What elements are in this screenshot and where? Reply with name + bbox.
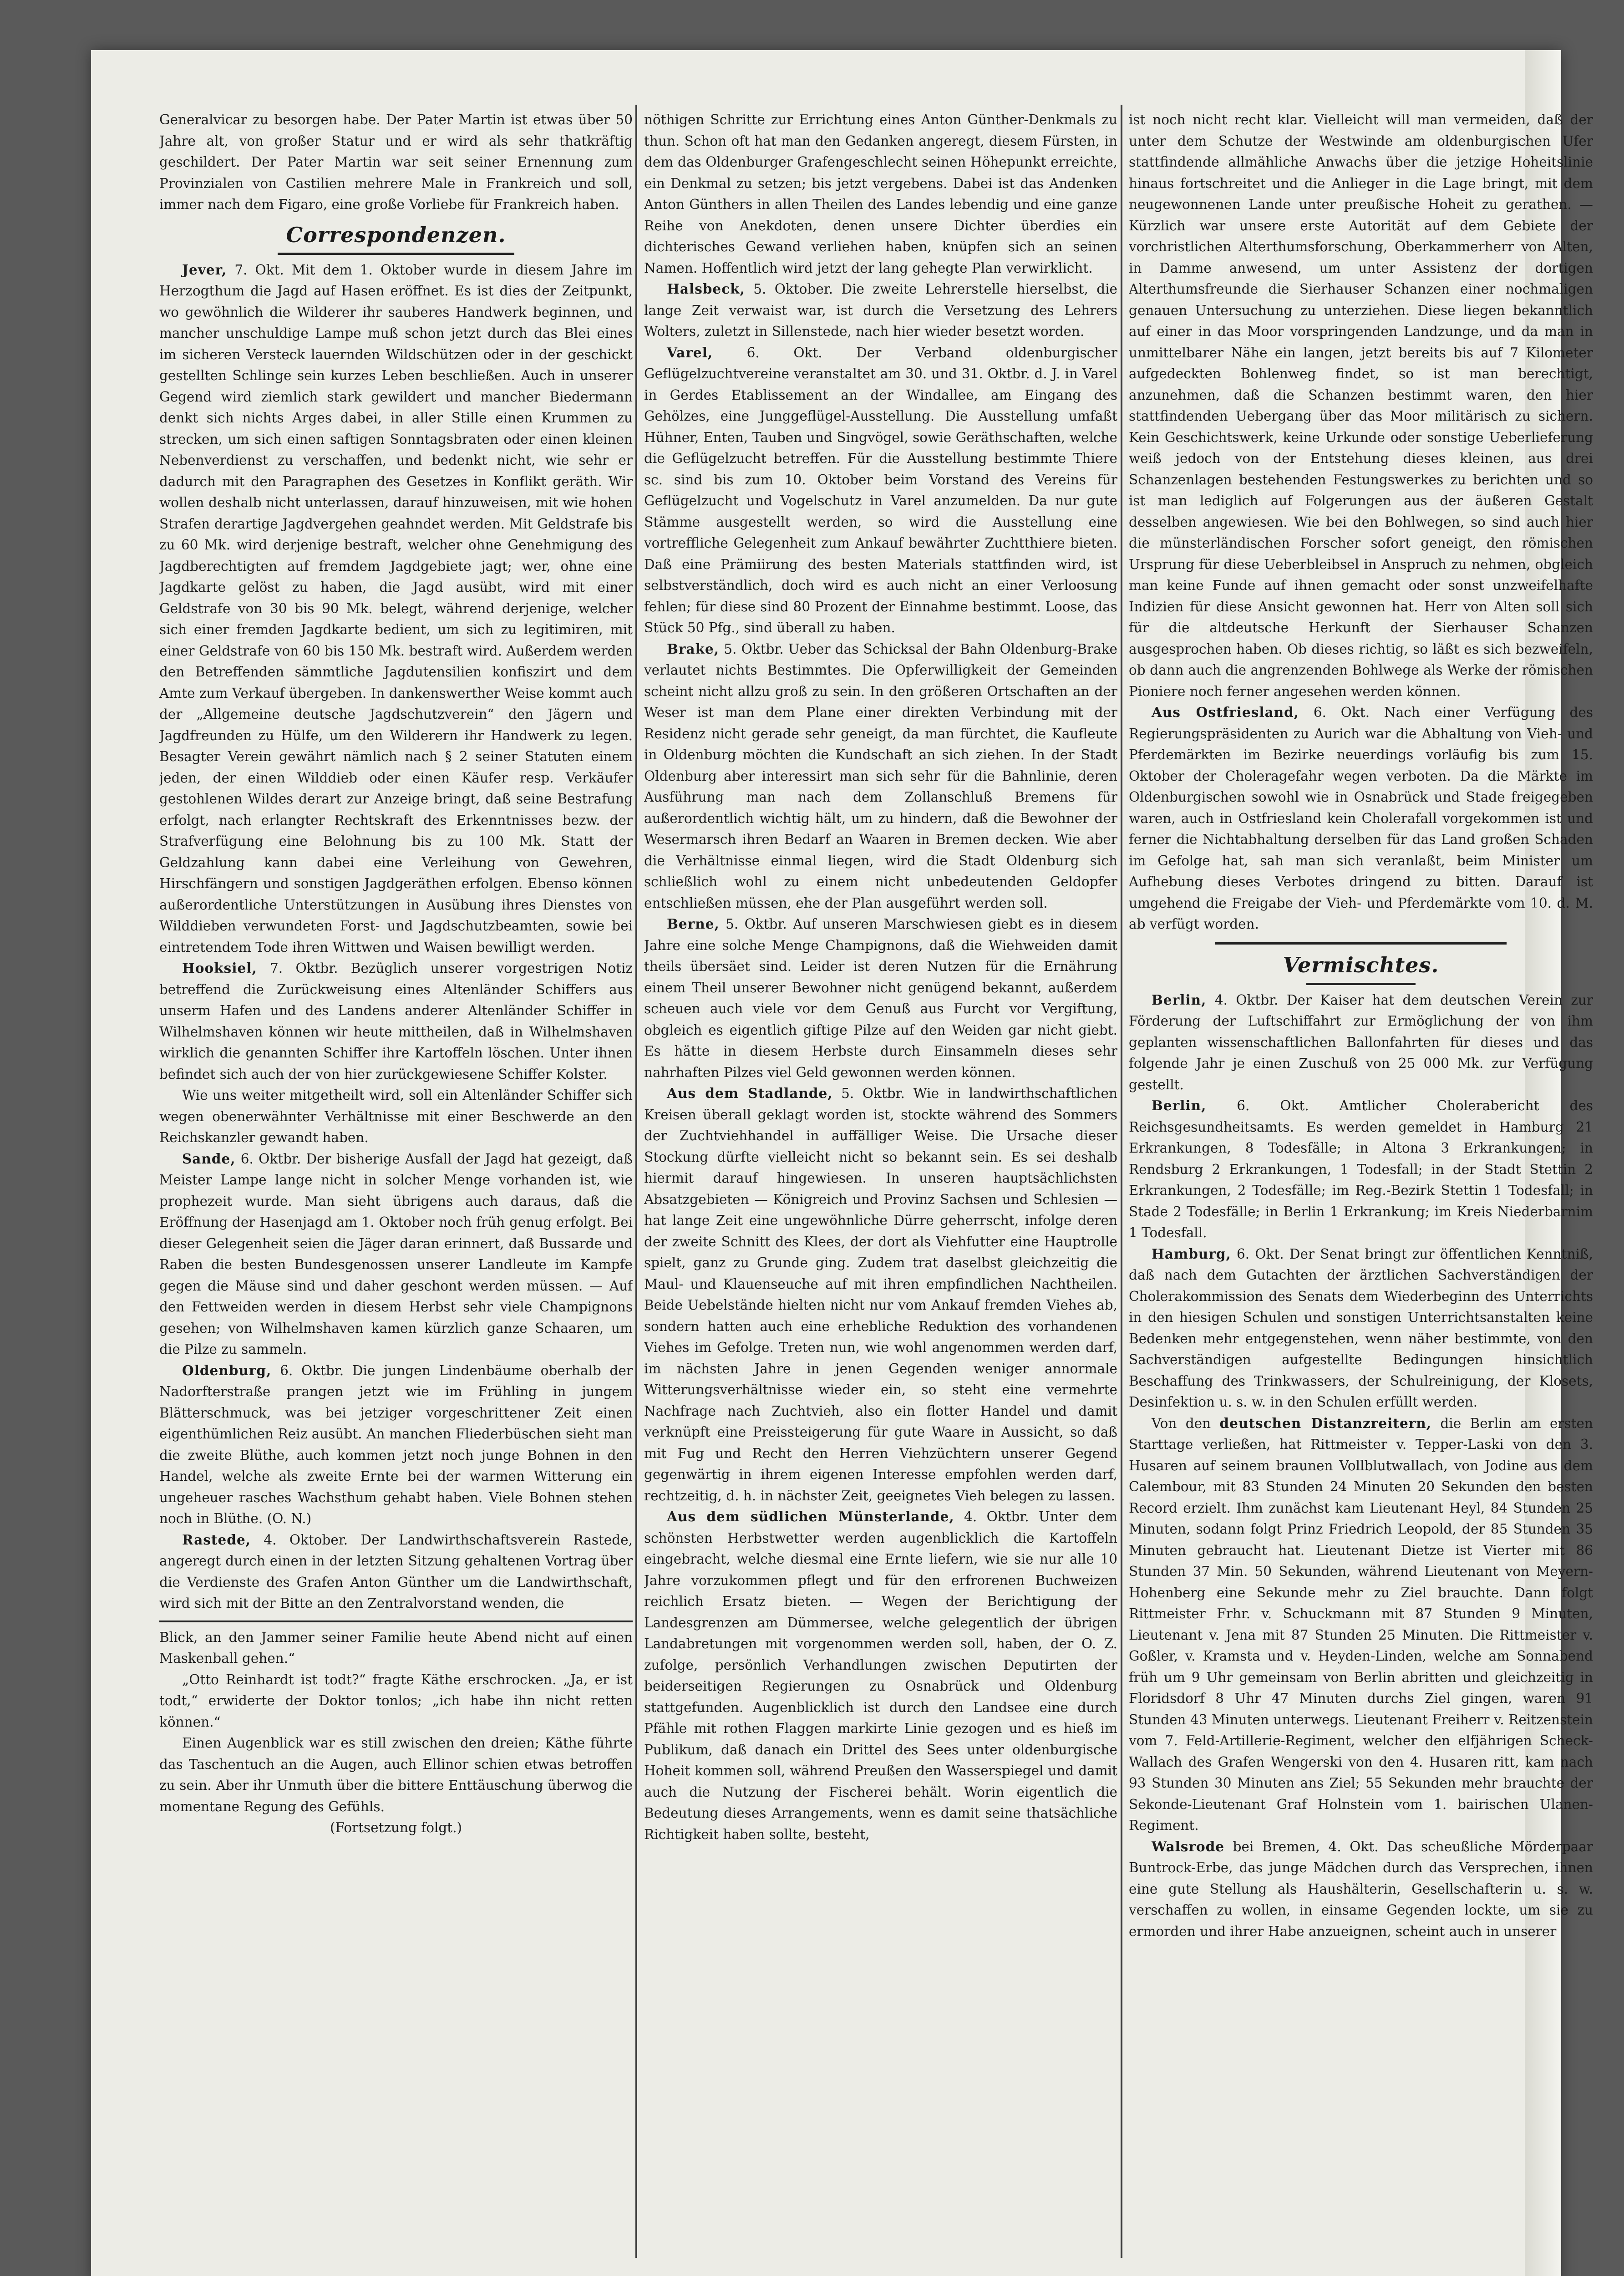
article-jever-text: 7. Okt. Mit dem 1. Oktober wurde in diesem Jahre im Herzogthum die Jagd auf Hasen eröffnet. Es ist dies der Zeitpunkt, wo gewöhnlich die Wilderer ihr sauberes Handwerk beginnen, und mancher unschuldige Lampe muß schon jetzt durch das Blei eines im sicheren Versteck lauernden Wildschützen oder in der geschickt gestellten Schlinge sein kurzes Leben beschließen. Auch in unserer Gegend wird ziemlich stark gewildert und mancher Biedermann denkt sich nichts Arges dabei, in aller Stille einen Krummen zu strecken, um sich einen saftigen Sonntagsbraten oder einen kleinen Nebenverdienst zu verschaffen, und bedenkt nicht, wie sehr er dadurch mit den Paragraphen des Gesetzes in Konflikt geräth. Wir wollen deshalb nicht unterlassen, darauf hinzuweisen, mit wie hohen Strafen derartige Jagdvergehen geahndet werden. Mit Geldstrafe bis zu 60 Mk. wird derjenige bestraft, welcher ohne Genehmigung des Jagdberechtigten auf fremdem Jagdgebiete jagt; wer, ohne eine Jagdkarte gelöst zu haben, die Jagd ausübt, wird mit einer Geldstrafe von 30 bis 90 Mk. belegt, während derjenige, welcher sich einer fremden Jagdkarte bedient, um sich zu legitimiren, mit einer Geldstrafe von 60 bis 150 Mk. bestraft wird. Außerdem werden den Betreffenden sämmtliche Jagdutensilien konfiszirt und dem Amte zum Verkauf übergeben. In dankenswerther Weise kommt auch der „Allgemeine deutsche Jagdschutzverein“ den Jägern und Jagdfreunden zu Hülfe, um den Wilderern ihr Handwerk zu legen. Besagter Verein gewährt nämlich nach § 2 seiner Statuten einem jeden, der einen Wilddieb oder einen Käufer resp. Verkäufer gestohlenen Wildes derart zur Anzeige bringt, daß seine Bestrafung erfolgt, nach erlangter Rechtskraft des Erkenntnisses bezw. der Strafverfügung eine Belohnung bis zu 100 Mk. Statt der Geldzahlung kann dabei eine Verleihung von Gewehren, Hirschfängern und sonstigen Jagdgeräthen erfolgen. Ebenso können außerordentliche Unterstützungen in Ausübung ihres Dienstes von Wilddieben verwundeten Forst- und Jagdschutzbeamten, sowie bei eintretendem Tode ihren Wittwen und Waisen bewilligt werden. (159, 262, 633, 955)
article-stadlande-text: 5. Oktbr. Wie in landwirthschaftlichen Kreisen überall geklagt worden ist, stockte während des Sommers der Zuchtviehhandel in auffälliger Weise. Die Ursache dieser Stockung dürfte vielleicht nicht so bekannt sein. Es sei deshalb hiermit darauf hingewiesen. In unseren hauptsächlichsten Absatzgebieten — Königreich und Provinz Sachsen und Schlesien — hat lange Zeit eine ungewöhnliche Dürre geherrscht, infolge deren der zweite Schnitt des Klees, der dort als Viehfutter eine Hauptrolle spielt, ganz zu Grunde ging. Zudem trat daselbst gleichzeitig die Maul- und Klauenseuche auf mit ihren empfindlichen Nachtheilen. Beide Uebelstände hielten nicht nur vom Ankauf fremden Viehes ab, sondern hatten auch eine erhebliche Reduktion des vorhandenen Viehes im Gefolge. Treten nun, wie wohl angenommen werden darf, im nächsten Jahre in jenen Gegenden weniger annormale Witterungsverhältnisse wieder ein, so steht eine vermehrte Nachfrage nach Zuchtvieh, also ein flotter Handel und damit verknüpft eine Preissteigerung für gute Waare in Aussicht, so daß mit Fug und Recht den Herren Viehzüchtern unserer Gegend gegenwärtig in ihrem eigenen Interesse empfohlen werden darf, rechtzeitig, d. h. in nächster Zeit, geeignetes Vieh belegen zu lassen. (644, 1086, 1117, 1504)
place-halsbeck: Halsbeck, (667, 281, 745, 297)
article-walsrode (1129, 1836, 1593, 1942)
feuilleton-divider (159, 1621, 633, 1622)
distanz-lead: Von den (1152, 1415, 1211, 1431)
place-distanzreiter: deutschen Distanzreitern, (1219, 1415, 1431, 1431)
article-distanzreiter (1129, 1413, 1593, 1836)
col1-intro: Generalvicar zu besorgen habe. Der Pater Martin ist etwas über 50 Jahre alt, von großer Statur und er wird als sehr thatkräftig geschildert. Der Pater Martin war seit seiner Ernennung zum Provinzialen von Castilien mehrere Male in Frankreich und soll, immer nach dem Figaro, eine große Vorliebe für Frankreich haben. (159, 112, 633, 212)
article-hooksiel (159, 958, 633, 1085)
place-jever: Jever, (182, 261, 227, 278)
article-berlin-2 (1129, 1095, 1593, 1244)
article-berne-text: 5. Oktbr. Auf unseren Marschwiesen giebt es in diesem Jahre eine solche Menge Champignons, daß die Wiehweiden damit theils übersäet sind. Leider ist deren Nutzen für die Ernährung einem Theil unserer Bewohner nicht genügend bekannt, außerdem scheuen auch viele vor dem Genuß aus Furcht vor Vergiftung, obgleich es eigentlich giftige Pilze auf den Weiden gar nicht giebt. Es hätte in diesem Herbste durch Einsammeln dieses sehr nahrhaften Pilzes viel Geld gewonnen werden können. (644, 916, 1117, 1080)
article-halsbeck (644, 279, 1117, 342)
article-berlin-2-text: 6. Okt. Amtlicher Cholerabericht des Reichsgesundheitsamts. Es werden gemeldet in Hamburg 21 Erkrankungen, 8 Todesfälle; in Altona 3 Erkrankungen; in Rendsburg 2 Erkrankungen, 1 Todesfall; in der Stadt Stettin 2 Erkrankungen, 2 Todesfälle; im Reg.-Bezirk Stettin 1 Todesfall; in Stade 2 Todesfälle; in Berlin 1 Erkrankung; im Kreis Niederbarnim 1 Todesfall. (1129, 1098, 1593, 1240)
article-oldenburg-text: 6. Oktbr. Die jungen Lindenbäume oberhalb der Nadorfterstraße prangen jetzt wie im Frühling in jungem Blätterschmuck, was bei jetziger vorgeschrittener Zeit einen eigenthümlichen Reiz ausübt. An manchen Fliederbüschen sieht man die zweite Blüthe, auch kommen jetzt noch junge Bohnen in den Handel, welche als zweite Ernte bei der warmen Witterung ein ungeheuer rasches Wachsthum gehabt haben. Viele Bohnen stehen noch in Blüthe. (O. N.) (159, 1362, 633, 1526)
article-berlin-1 (1129, 990, 1593, 1096)
article-walsrode-text: bei Bremen, 4. Okt. Das scheußliche Mörderpaar Buntrock-Erbe, das junge Mädchen durch das Versprechen, ihnen eine gute Stellung als Haushälterin, Gesellschafterin u. s. w. verschaffen zu wollen, in einsame Gegenden lockte, um sie zu ermorden und ihrer Habe anzueignen, scheint auch in unserer (1129, 1839, 1593, 1939)
article-muensterlande (644, 1506, 1117, 1845)
column-rule-1 (635, 105, 637, 2258)
feuilleton-text-2: „Otto Reinhardt ist todt?“ fragte Käthe erschrocken. „Ja, er ist todt,“ erwiderte der Doktor tonlos; „ich habe ihn nicht retten können.“ (159, 1671, 633, 1730)
section-heading-vermischtes: Vermischtes. (1283, 952, 1439, 977)
article-brake (644, 639, 1117, 914)
place-sande: Sande, (182, 1150, 236, 1167)
article-hooksiel-2: Wie uns weiter mitgetheilt wird, soll ein Altenländer Schiffer sich wegen obenerwähnter Verhältnisse mit einer Beschwerde an den Reichskanzler gewandt haben. (159, 1087, 633, 1145)
article-brake-text: 5. Oktbr. Ueber das Schicksal der Bahn Oldenburg-Brake verlautet nichts Bestimmtes. Die Opferwilligkeit der Gemeinden scheint nicht allzu groß zu sein. In den größeren Ortschaften an der Weser ist man dem Plane einer direkten Verbindung mit der Residenz nicht gerade sehr geneigt, da man fürchtet, die Kaufleute in Oldenburg möchten die Kundschaft an sich ziehen. In der Stadt Oldenburg aber interessirt man sich sehr für die Bahnlinie, deren Ausführung man nach dem Zollanschluß Bremens für außerordentlich wichtig hält, um zu hindern, daß die Bewohner der Wesermarsch ihren Bedarf an Waaren in Bremen decken. Wie aber die Verhältnisse einmal liegen, wird die Stadt Oldenburg sich schließlich wohl zu einem nicht unbedeutenden Geldopfer entschließen müssen, ehe der Plan ausgeführt werden soll. (644, 641, 1117, 911)
article-ostfriesland (1129, 702, 1593, 935)
article-berne (644, 914, 1117, 1083)
place-berlin-2: Berlin, (1152, 1097, 1207, 1113)
section-heading-correspondenzen: Correspondenzen. (286, 222, 506, 247)
article-sande-text: 6. Oktbr. Der bisherige Ausfall der Jagd hat gezeigt, daß Meister Lampe lange nicht in solcher Menge vorhanden ist, wie prophezeit wurde. Man sieht übrigens auch daraus, daß die Eröffnung der Hasenjagd am 1. Oktober noch früh genug erfolgt. Bei dieser Gelegenheit seien die Jäger daran erinnert, daß Bussarde und Raben die besten Bundesgenossen unserer Landleute im Kampfe gegen die Mäuse sind und daher geschont werden müssen. — Auf den Fettweiden werden in diesem Herbst sehr viele Champignons gesehen; von Wilhelmshaven kamen kürzlich ganze Schaaren, um die Pilze zu sammeln. (159, 1151, 633, 1357)
column-2 (644, 109, 1117, 2258)
continuation-note: (Fortsetzung folgt.) (330, 1820, 462, 1835)
article-muensterlande-text: 4. Oktbr. Unter dem schönsten Herbstwetter werden augenblicklich die Kartoffeln eingebracht, welche diesmal eine Ernte liefern, wie sie nur alle 10 Jahre vorzukommen pflegt und für den erfrorenen Buchweizen reichlich Ersatz bieten. — Wegen der Berichtigung der Landesgrenzen am Dümmersee, welche gelegentlich der übrigen Landabretungen mit vorgenommen werden soll, haben, der O. Z. zufolge, persönlich Verhandlungen zwischen Deputirten der beiderseitigen Regierungen zu Osnabrück und Oldenburg stattgefunden. Augenblicklich ist durch den Landsee eine durch Pfähle mit rothen Flaggen markirte Linie gezogen und es hieß im Publikum, daß danach ein Drittel des Sees unter oldenburgische Hoheit kommen soll, während Preußen den Wasserspiegel und damit auch die Nutzung der Fischerei behält. Worin eigentlich die Bedeutung dieses Arrangements, wenn es damit seine thatsächliche Richtigkeit haben sollte, besteht, (644, 1509, 1117, 1842)
feuilleton-text-3: Einen Augenblick war es still zwischen den dreien; Käthe führte das Taschentuch an die Augen, auch Ellinor schien etwas betroffen zu sein. Aber ihr Unmuth über die bittere Enttäuschung überwog die momentane Regung des Gefühls. (159, 1735, 633, 1814)
article-varel-text: 6. Okt. Der Verband oldenburgischer Geflügelzuchtvereine veranstaltet am 30. und 31. Oktbr. d. J. in Varel in Gerdes Etablissement an der Windallee, am Eingang des Gehölzes, eine Junggeflügel-Ausstellung. Die Ausstellung umfaßt Hühner, Enten, Tauben und Singvögel, sowie Geräthschaften, welche die Geflügelzucht betreffen. Für die Ausstellung bestimmte Thiere sc. sind bis zum 10. Oktober beim Vorstand des Vereins für Geflügelzucht und Vogelschutz in Varel anzumelden. Da nur gute Stämme ausgestellt werden, so wird die Ausstellung eine vortreffliche Gelegenheit zum Ankauf bewährter Zuchtthiere bieten. Daß eine Prämiirung des besten Materials stattfinden wird, ist selbstverständlich, doch wird es auch nicht an einer Verloosung fehlen; für diese sind 80 Prozent der Einnahme bestimmt. Loose, das Stück 50 Pfg., sind überall zu haben. (644, 345, 1117, 635)
place-ostfriesland: Aus Ostfriesland, (1152, 704, 1299, 720)
place-varel: Varel, (667, 344, 713, 361)
article-oldenburg (159, 1360, 633, 1529)
place-berne: Berne, (667, 916, 720, 932)
column-rule-2 (1121, 105, 1122, 2258)
article-stadlande (644, 1083, 1117, 1506)
place-oldenburg: Oldenburg, (182, 1362, 272, 1378)
article-halsbeck-text: 5. Oktober. Die zweite Lehrerstelle hierselbst, die lange Zeit verwaist war, ist durch die Versetzung des Lehrers Wolters, zuletzt in Sillenstede, nach hier wieder besetzt worden. (644, 281, 1117, 339)
column-3 (1129, 109, 1593, 2258)
col3-intro: ist noch nicht recht klar. Vielleicht will man vermeiden, daß der unter dem Schutze der Westwinde am oldenburgischen Ufer stattfindende allmähliche Anwachs über die jetzige Hoheitslinie hinaus fortschreitet und die Anlieger in die Lage bringt, mit dem neugewonnenen Lande unter preußische Hoheit zu gerathen. — Kürzlich war unsere erste Autorität auf dem Gebiete der vorchristlichen Alterthumsforschung, Oberkammerherr von Alten, in Damme anwesend, um unter Assistenz der dortigen Alterthumsfreunde die Sierhauser Schanzen einer nochmaligen genauen Untersuchung zu unterziehen. Diese liegen bekanntlich auf einer in das Moor vorspringenden Landzunge, und da man in unmittelbarer Nähe ein langen, jetzt bereits bis auf 7 Kilometer aufgedeckten Bohlenweg findet, so ist man berechtigt, anzunehmen, daß die Schanzen bestimmt waren, den hier stattfindenden Uebergang über das Moor militärisch zu sichern. Kein Geschichtswerk, keine Urkunde oder sonstige Ueberlieferung weiß jedoch von der Entstehung dieses kleinen, aus drei Schanzenlagen bestehenden Festungswerkes zu berichten und so ist man lediglich auf Folgerungen aus der äußeren Gestalt desselben angewiesen. Wie bei den Bohlwegen, so sind auch hier die münsterländischen Forscher sofort geneigt, den römischen Ursprung für diese Ueberbleibsel in Anspruch zu nehmen, obgleich man keine Funde auf ihnen gemacht oder sonst unzweifelhafte Indizien für diese Ansicht gewonnen hat. Herr von Alten soll sich für die altdeutsche Herkunft der Sierhauser Schanzen ausgesprochen haben. Ob dieses richtig, so läßt es sich bezweifeln, ob dann auch die angrenzenden Bohlwege als Werke der römischen Pioniere noch ferner angesehen werden können. (1129, 112, 1593, 699)
place-brake: Brake, (667, 640, 720, 657)
place-hooksiel: Hooksiel, (182, 960, 257, 976)
article-varel (644, 342, 1117, 639)
article-berlin-1-text: 4. Oktbr. Der Kaiser hat dem deutschen Verein zur Förderung der Luftschiffahrt zur Ermöglichung der von ihm geplanten wissenschaftlichen Ballonfahrten für dieses und das folgende Jahr je einen Zuschuß von 25 000 Mk. zur Verfügung gestellt. (1129, 992, 1593, 1092)
column-1 (159, 109, 633, 2258)
place-hamburg: Hamburg, (1152, 1245, 1231, 1262)
article-rastede-text: 4. Oktober. Der Landwirthschaftsverein Rastede, angeregt durch einen in der letzten Sitzung gehaltenen Vortrag über die Verdienste des Grafen Anton Günther um die Landwirthschaft, wird sich mit der Bitte an den Zentralvorstand wenden, die (159, 1532, 633, 1611)
article-distanzreiter-text: die Berlin am ersten Starttage verließen, hat Rittmeister v. Tepper-Laski von den 3. Husaren auf seinem braunen Vollblutwallach, von Jodine aus dem Calembour, mit 83 Stunden 24 Minuten 20 Sekunden den besten Record erzielt. Ihm zunächst kam Lieutenant Heyl, 84 Stunden 25 Minuten, sodann folgt Prinz Friedrich Leopold, der 85 Stunden 35 Minuten gebraucht hat. Lieutenant Dietze ist Vierter mit 86 Stunden 37 Min. 50 Sekunden, während Lieutenant von Meyern-Hohenberg eine Sekunde mehr zu Ziel brauchte. Dann folgt Rittmeister Frhr. v. Schuckmann mit 87 Stunden 9 Minuten, Lieutenant v. Jena mit 87 Stunden 25 Minuten. Die Rittmeister v. Goßler, v. Kramsta und v. Heyden-Linden, welche am Sonnabend früh um 9 Uhr gemeinsam von Berlin abritten und gleichzeitig in Floridsdorf 8 Uhr 47 Minuten durchs Ziel gingen, waren 91 Stunden 43 Minuten unterwegs. Lieutenant Freiherr v. Reitzenstein vom 7. Feld-Artillerie-Regiment, welcher den elfjährigen Scheck-Wallach des Grafen Wengerski von den 4. Husaren ritt, kam nach 93 Stunden 30 Minuten ans Ziel; 55 Sekunden mehr brauchte der Sekonde-Lieutenant Graf Holnstein vom 1. bairischen Ulanen-Regiment. (1129, 1415, 1593, 1833)
heading-rule (278, 253, 514, 255)
place-berlin-1: Berlin, (1152, 991, 1207, 1008)
place-walsrode: Walsrode (1152, 1838, 1225, 1854)
article-hamburg-text: 6. Okt. Der Senat bringt zur öffentlichen Kenntniß, daß nach dem Gutachten der ärztlichen Sachverständigen der Cholerakommission des Senats dem Wiederbeginn des Unterrichts in den hiesigen Schulen und sonstigen Unterrichtsanstalten keine Bedenken mehr entgegenstehen, wenn näher bestimmte, von den Sachverständigen aufgestellte Bedingungen hinsichtlich Beschaffung des Trinkwassers, der Schulreinigung, der Klosets, Desinfektion u. s. w. in den Schulen erfüllt werden. (1129, 1246, 1593, 1410)
feuilleton-text-1: Blick, an den Jammer seiner Familie heute Abend nicht auf einen Maskenball gehen.“ (159, 1629, 633, 1666)
newspaper-page (91, 50, 1593, 2276)
article-hooksiel-text: 7. Oktbr. Bezüglich unserer vorgestrigen Notiz betreffend die Zurückweisung eines Altenländer Schiffers aus unserm Hafen und des Landens anderer Altenländer Schiffer in Wilhelmshaven können wir heute mittheilen, daß in Wilhelmshaven wirklich die genannten Schiffer ihre Kartoffeln löschen. Unter ihnen befindet sich auch der von hier zurückgewiesene Schiffer Kolster. (159, 960, 633, 1082)
place-stadlande: Aus dem Stadlande, (667, 1085, 833, 1101)
article-rastede (159, 1529, 633, 1614)
place-rastede: Rastede, (182, 1531, 251, 1548)
article-jever (159, 259, 633, 958)
heading-rule-vermischtes (1306, 983, 1416, 985)
section-rule (1215, 942, 1507, 945)
article-hamburg (1129, 1244, 1593, 1413)
col2-intro: nöthigen Schritte zur Errichtung eines Anton Günther-Denkmals zu thun. Schon oft hat man den Gedanken angeregt, diesem Fürsten, in dem das Oldenburger Grafengeschlecht seinen Höhepunkt erreichte, ein Denkmal zu setzen; bis jetzt vergebens. Dabei ist das Andenken Anton Günthers in allen Theilen des Landes lebendig und eine ganze Reihe von Anekdoten, denen unsere Dichter überdies ein dichterisches Gewand verliehen haben, knüpfen sich an seinen Namen. Hoffentlich wird jetzt der lang gehegte Plan verwirklicht. (644, 112, 1117, 276)
place-muensterlande: Aus dem südlichen Münsterlande, (667, 1509, 954, 1524)
article-sande (159, 1148, 633, 1360)
article-ostfriesland-text: 6. Okt. Nach einer Verfügung des Regierungspräsidenten zu Aurich war die Abhaltung von Vieh- und Pferdemärkten im Bezirke neuerdings vorläufig bis zum 15. Oktober der Choleragefahr wegen verboten. Da die Märkte im Oldenburgischen sowohl wie in Osnabrück und Stade freigegeben waren, auch in Ostfriesland kein Cholerafall vorgekommen ist und ferner die Nichtabhaltung derselben für das Land großen Schaden im Gefolge hat, sah man sich veranlaßt, beim Minister um Aufhebung dieses Verbotes dringend zu bitten. Darauf ist umgehend die Freigabe der Vieh- und Pferdemärkte vom 10. d. M. ab verfügt worden. (1129, 705, 1593, 932)
